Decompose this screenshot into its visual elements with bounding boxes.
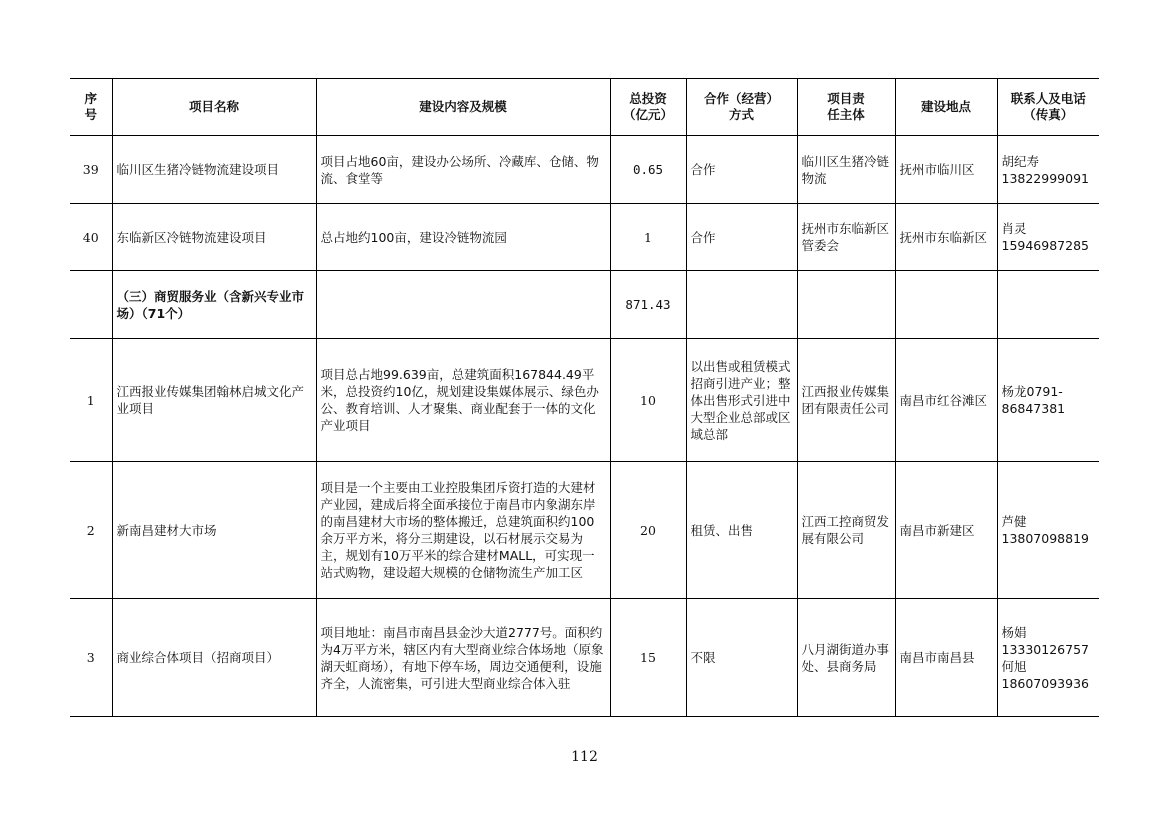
cell-owner: 八月湖街道办事处、县商务局 xyxy=(797,599,895,717)
cell-content xyxy=(316,271,610,339)
cell-content: 总占地约100亩，建设冷链物流园 xyxy=(316,204,610,271)
cell-contact: 杨龙0791-86847381 xyxy=(997,339,1099,462)
cell-no: 40 xyxy=(70,204,112,271)
cell-mode: 合作 xyxy=(686,204,797,271)
cell-no: 1 xyxy=(70,339,112,462)
header-responsible-entity: 项目责 任主体 xyxy=(797,79,895,136)
section-title: （三）商贸服务业（含新兴专业市场）（71个） xyxy=(112,271,316,339)
cell-project-name: 商业综合体项目（招商项目） xyxy=(112,599,316,717)
cell-contact: 肖灵 15946987285 xyxy=(997,204,1099,271)
cell-investment: 10 xyxy=(610,339,686,462)
cell-mode xyxy=(686,271,797,339)
cell-no: 2 xyxy=(70,462,112,599)
cell-no: 39 xyxy=(70,136,112,204)
table-header-row xyxy=(70,79,1099,136)
header-cooperation-mode: 合作（经营） 方式 xyxy=(686,79,797,136)
cell-content: 项目总占地99.639亩，总建筑面积167844.49平米，总投资约10亿，规划建设集媒体展示、绿色办公、教育培训、人才聚集、商业配套于一体的文化产业项目 xyxy=(316,339,610,462)
cell-no: 3 xyxy=(70,599,112,717)
cell-investment: 15 xyxy=(610,599,686,717)
cell-contact: 胡纪寿 13822999091 xyxy=(997,136,1099,204)
section-row xyxy=(70,271,1099,339)
table-row xyxy=(70,204,1099,271)
header-project-name: 项目名称 xyxy=(112,79,316,136)
table-row xyxy=(70,136,1099,204)
cell-location xyxy=(895,271,997,339)
cell-project-name: 临川区生猪冷链物流建设项目 xyxy=(112,136,316,204)
cell-contact xyxy=(997,271,1099,339)
header-location: 建设地点 xyxy=(895,79,997,136)
cell-location: 抚州市东临新区 xyxy=(895,204,997,271)
header-contact: 联系人及电话 （传真） xyxy=(997,79,1099,136)
cell-project-name: 东临新区冷链物流建设项目 xyxy=(112,204,316,271)
table-row xyxy=(70,462,1099,599)
header-no: 序 号 xyxy=(70,79,112,136)
cell-content: 项目是一个主要由工业控股集团斥资打造的大建材产业园，建成后将全面承接位于南昌市内象湖东岸的南昌建材大市场的整体搬迁，总建筑面积约100余万平方米，将分三期建设，以石材展示交易为主，规划有10万平米的综合建材MALL，可实现一站式购物，建设超大规模的仓储物流生产加工区 xyxy=(316,462,610,599)
cell-contact: 杨娟 13330126757何旭18607093936 xyxy=(997,599,1099,717)
cell-location: 抚州市临川区 xyxy=(895,136,997,204)
cell-location: 南昌市新建区 xyxy=(895,462,997,599)
header-content-scale: 建设内容及规模 xyxy=(316,79,610,136)
cell-location: 南昌市红谷滩区 xyxy=(895,339,997,462)
cell-owner: 江西报业传媒集团有限责任公司 xyxy=(797,339,895,462)
section-investment-total: 871.43 xyxy=(610,271,686,339)
cell-mode: 合作 xyxy=(686,136,797,204)
cell-mode: 以出售或租赁模式招商引进产业；整体出售形式引进中大型企业总部或区域总部 xyxy=(686,339,797,462)
project-table xyxy=(70,78,1099,717)
cell-investment: 20 xyxy=(610,462,686,599)
cell-project-name: 新南昌建材大市场 xyxy=(112,462,316,599)
cell-owner: 临川区生猪冷链物流 xyxy=(797,136,895,204)
cell-contact: 芦健 13807098819 xyxy=(997,462,1099,599)
table-row xyxy=(70,599,1099,717)
cell-mode: 不限 xyxy=(686,599,797,717)
cell-content: 项目地址：南昌市南昌县金沙大道2777号。面积约为4万平方米，辖区内有大型商业综合体场地（原象湖天虹商场），有地下停车场，周边交通便利，设施齐全，人流密集，可引进大型商业综合体入驻 xyxy=(316,599,610,717)
cell-owner xyxy=(797,271,895,339)
cell-content: 项目占地60亩，建设办公场所、冷藏库、仓储、物流、食堂等 xyxy=(316,136,610,204)
cell-owner: 江西工控商贸发展有限公司 xyxy=(797,462,895,599)
cell-project-name: 江西报业传媒集团翰林启城文化产业项目 xyxy=(112,339,316,462)
project-table-container xyxy=(70,78,1099,717)
table-row xyxy=(70,339,1099,462)
cell-owner: 抚州市东临新区管委会 xyxy=(797,204,895,271)
page-number: 112 xyxy=(571,749,598,765)
cell-no xyxy=(70,271,112,339)
cell-investment: 1 xyxy=(610,204,686,271)
cell-mode: 租赁、出售 xyxy=(686,462,797,599)
cell-investment: 0.65 xyxy=(610,136,686,204)
cell-location: 南昌市南昌县 xyxy=(895,599,997,717)
header-investment: 总投资 （亿元） xyxy=(610,79,686,136)
